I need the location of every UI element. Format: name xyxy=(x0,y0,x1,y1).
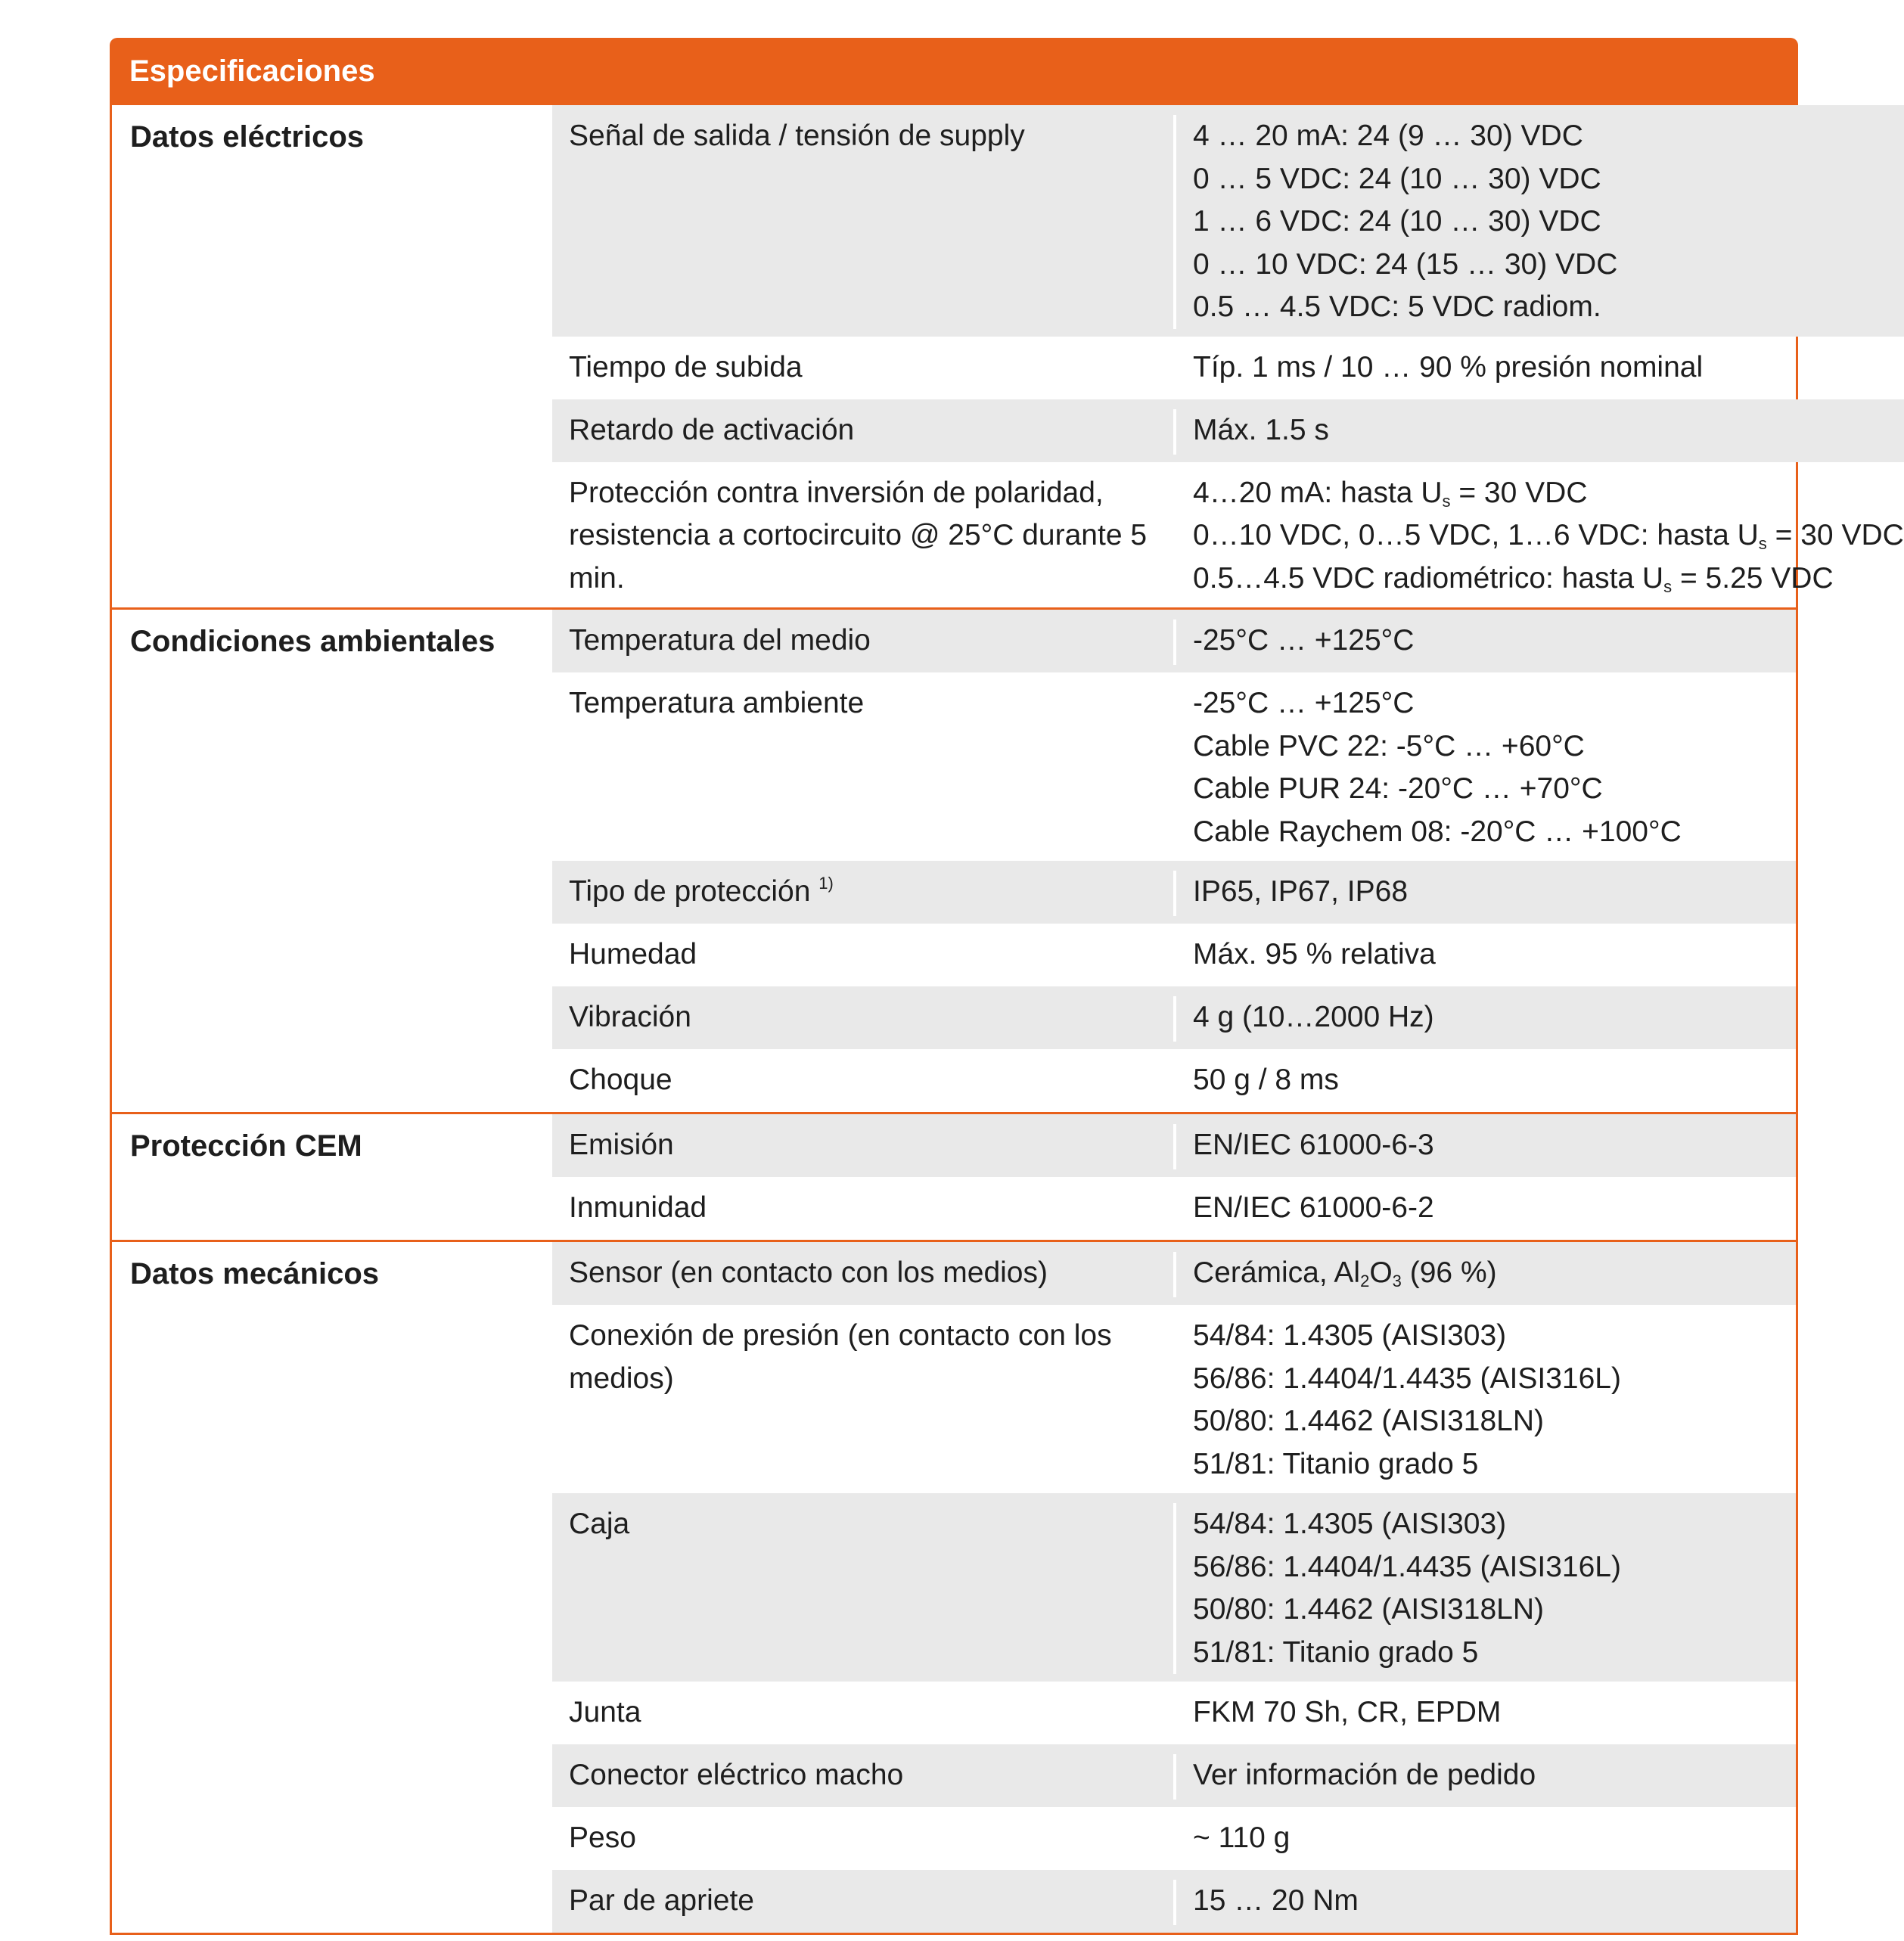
table-title: Especificaciones xyxy=(129,54,375,88)
value-line: 50 g / 8 ms xyxy=(1193,1064,1339,1096)
row-label: Emisión xyxy=(552,1124,1176,1169)
value-line: FKM 70 Sh, CR, EPDM xyxy=(1193,1696,1502,1728)
row-value xyxy=(1176,409,1904,455)
row-label: Temperatura ambiente xyxy=(552,682,1176,853)
row-value xyxy=(1176,1124,1796,1169)
value-line: Ver información de pedido xyxy=(1193,1759,1536,1791)
spec-section xyxy=(112,607,1796,1112)
section-rows xyxy=(552,1114,1796,1240)
value-line: 50/80: 1.4462 (AISI318LN) xyxy=(1193,1593,1544,1626)
table-row xyxy=(552,462,1904,608)
value-line: 56/86: 1.4404/1.4435 (AISI316L) xyxy=(1193,1550,1621,1583)
row-label: Tipo de protección $^{1)}$ xyxy=(552,871,1176,916)
value-line: Cerámica, $Al_2O_3$ (96 %) xyxy=(1193,1256,1497,1290)
row-value xyxy=(1176,1059,1796,1104)
value-line: IP65, IP67, IP68 xyxy=(1193,875,1409,908)
subscript: 2 xyxy=(1360,1272,1370,1290)
row-value xyxy=(1176,1503,1796,1674)
row-label: Caja xyxy=(552,1503,1176,1674)
value-line: Cable PVC 22: -5°C … +60°C xyxy=(1193,729,1585,762)
row-label: Temperatura del medio xyxy=(552,620,1176,665)
row-value xyxy=(1176,1691,1796,1737)
row-label: Humedad xyxy=(552,933,1176,979)
row-value xyxy=(1176,682,1796,853)
table-header xyxy=(110,38,1798,105)
value-line: Típ. 1 ms / 10 … 90 % presión nominal xyxy=(1193,350,1704,384)
footnote-marker: 1) xyxy=(818,874,834,893)
table-row xyxy=(552,924,1796,986)
row-label: Choque xyxy=(552,1059,1176,1104)
value-line: 15 … 20 Nm xyxy=(1193,1884,1359,1917)
table-row xyxy=(552,1305,1796,1493)
table-row xyxy=(552,1682,1796,1744)
row-value xyxy=(1176,996,1796,1042)
row-value xyxy=(1176,115,1904,329)
section-rows xyxy=(552,105,1904,607)
value-line: 56/86: 1.4404/1.4435 (AISI316L) xyxy=(1193,1362,1621,1395)
section-title: Condiciones ambientales xyxy=(130,625,495,658)
value-line: 0 … 5 VDC: 24 (10 … 30) VDC xyxy=(1193,162,1601,195)
spec-table xyxy=(110,38,1904,1935)
subscript: s xyxy=(1663,576,1673,596)
table-row xyxy=(552,1807,1796,1870)
value-line: EN/IEC 61000-6-3 xyxy=(1193,1129,1434,1161)
row-value xyxy=(1176,472,1904,601)
spec-section xyxy=(112,1240,1796,1933)
table-row xyxy=(552,672,1796,861)
table-row xyxy=(552,337,1904,399)
row-value xyxy=(1176,1187,1796,1232)
value-line: 51/81: Titanio grado 5 xyxy=(1193,1635,1479,1669)
section-rows xyxy=(552,1242,1796,1933)
value-line: Cable PUR 24: -20°C … +70°C xyxy=(1193,772,1603,805)
row-label: Peso xyxy=(552,1817,1176,1862)
value-line: 1 … 6 VDC: 24 (10 … 30) VDC xyxy=(1193,205,1601,238)
row-value xyxy=(1176,346,1904,392)
table-row xyxy=(552,1744,1796,1807)
table-row xyxy=(552,861,1796,924)
row-label: Inmunidad xyxy=(552,1187,1176,1232)
row-label: Junta xyxy=(552,1691,1176,1737)
table-row xyxy=(552,1493,1796,1682)
value-line: ~ 110 g xyxy=(1193,1821,1291,1854)
value-line: EN/IEC 61000-6-2 xyxy=(1193,1191,1434,1224)
row-value xyxy=(1176,620,1796,665)
value-line: 0…10 VDC, 0…5 VDC, 1…6 VDC: hasta $U_s = 30$ VDC xyxy=(1193,519,1904,553)
table-row xyxy=(552,1870,1796,1933)
table-row xyxy=(552,1177,1796,1240)
table-row xyxy=(552,399,1904,462)
value-line: 4 g (10…2000 Hz) xyxy=(1193,1001,1434,1033)
row-label: Retardo de activación xyxy=(552,409,1176,455)
table-row xyxy=(552,1242,1796,1305)
value-line: 4 … 20 mA: 24 (9 … 30) VDC xyxy=(1193,120,1583,152)
row-value xyxy=(1176,1315,1796,1486)
subscript: s xyxy=(1442,491,1451,511)
table-row xyxy=(552,986,1796,1049)
table-row xyxy=(552,105,1904,337)
section-rows xyxy=(552,610,1796,1112)
row-value xyxy=(1176,1880,1796,1925)
section-title: Datos mecánicos xyxy=(130,1257,380,1290)
value-line: -25°C … +125°C xyxy=(1193,624,1415,657)
row-value xyxy=(1176,1252,1796,1297)
subscript: 3 xyxy=(1392,1272,1402,1290)
row-label: Sensor (en contacto con los medios) xyxy=(552,1252,1176,1297)
subscript: s xyxy=(1758,534,1767,553)
row-label: Vibración xyxy=(552,996,1176,1042)
value-line: 0.5…4.5 VDC radiométrico: hasta $U_s = 5.25$ VDC xyxy=(1193,561,1834,596)
value-line: 0.5 … 4.5 VDC: 5 VDC radiom. xyxy=(1193,290,1601,323)
value-line: Cable Raychem 08: -20°C … +100°C xyxy=(1193,815,1682,848)
row-value xyxy=(1176,1754,1796,1800)
sections-container xyxy=(112,105,1904,1933)
value-line: 51/81: Titanio grado 5 xyxy=(1193,1447,1479,1480)
value-line: 4…20 mA: hasta $U_s = 30$ VDC xyxy=(1193,476,1588,511)
value-line: 54/84: 1.4305 (AISI303) xyxy=(1193,1508,1507,1540)
table-row xyxy=(552,610,1796,672)
value-line: 50/80: 1.4462 (AISI318LN) xyxy=(1193,1405,1544,1437)
row-label: Señal de salida / tensión de supply xyxy=(552,115,1176,329)
spec-section xyxy=(112,105,1904,607)
row-label: Par de apriete xyxy=(552,1880,1176,1925)
value-line: 0 … 10 VDC: 24 (15 … 30) VDC xyxy=(1193,247,1618,281)
row-value xyxy=(1176,871,1796,916)
table-row xyxy=(552,1114,1796,1177)
value-line: -25°C … +125°C xyxy=(1193,687,1415,719)
row-label: Protección contra inversión de polaridad, resistencia a cortocircuito @ 25°C durante 5 min. xyxy=(552,472,1176,601)
value-line: 54/84: 1.4305 (AISI303) xyxy=(1193,1319,1507,1352)
table-row xyxy=(552,1049,1796,1112)
row-label: Conector eléctrico macho xyxy=(552,1754,1176,1800)
spec-section xyxy=(112,1112,1796,1240)
row-value xyxy=(1176,1817,1796,1862)
row-label: Tiempo de subida xyxy=(552,346,1176,392)
row-value xyxy=(1176,933,1796,979)
section-title: Protección CEM xyxy=(130,1129,362,1163)
section-title: Datos eléctricos xyxy=(130,120,365,154)
value-line: Máx. 95 % relativa xyxy=(1193,938,1436,970)
row-label: Conexión de presión (en contacto con los medios) xyxy=(552,1315,1176,1486)
value-line: Máx. 1.5 s xyxy=(1193,413,1329,446)
